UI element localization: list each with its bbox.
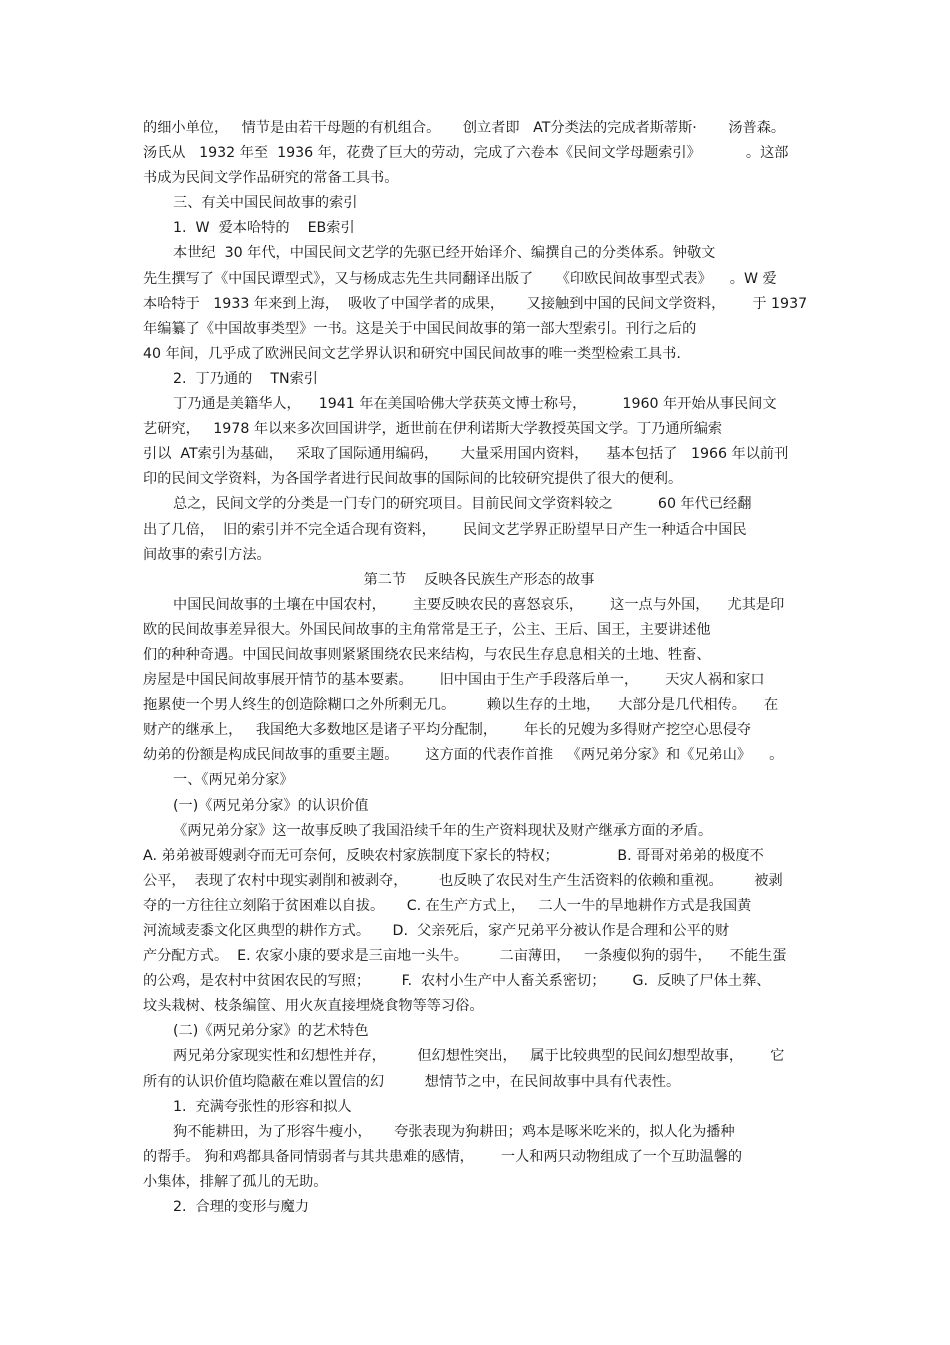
- text-line: 拖累使一个男人终生的创造除糊口之外所剩无几。 赖以生存的土地， 大部分是几代相传。 在: [143, 697, 779, 714]
- body-text: [143, 116, 815, 1220]
- text-line: 本哈特于 1933 年来到上海， 吸收了中国学者的成果， 又接触到中国的民间文学资料， 于 1937: [143, 295, 808, 312]
- text-line: 《两兄弟分家》这一故事反映了我国沿续千年的生产资料现状及财产继承方面的矛盾。: [173, 822, 713, 839]
- text-line: 汤氏从 1932 年至 1936 年，花费了巨大的劳动，完成了六卷本《民间文学母题索引》 。这部: [143, 145, 789, 162]
- text-line: 一、《两兄弟分家》: [173, 772, 294, 789]
- text-line: 们的种种奇遇。中国民间故事则紧紧围绕农民来结构，与农民生存息息相关的土地、牲畜、: [143, 646, 711, 663]
- text-line: 的帮手。 狗和鸡都具备同情弱者与其共患难的感情， 一人和两只动物组成了一个互助温馨的: [143, 1148, 743, 1165]
- text-line: 三、有关中国民间故事的索引: [173, 195, 358, 212]
- text-line: 两兄弟分家现实性和幻想性并存， 但幻想性突出， 属于比较典型的民间幻想型故事， 它: [173, 1048, 785, 1065]
- text-line: 1. W 爱本哈特的 EB索引: [173, 220, 355, 237]
- text-line: 书成为民间文学作品研究的常备工具书。: [143, 170, 399, 187]
- text-line: 艺研究， 1978 年以来多次回国讲学，逝世前在伊利诺斯大学教授英国文学。丁乃通所编索: [143, 421, 723, 438]
- text-line: 本世纪 30 年代，中国民间文艺学的先驱已经开始译介、编撰自己的分类体系。钟敬文: [173, 245, 716, 262]
- text-line: 所有的认识价值均隐蔽在难以置信的幻 想情节之中，在民间故事中具有代表性。: [143, 1073, 681, 1090]
- text-line: 公平， 表现了农村中现实剥削和被剥夺， 也反映了农民对生产生活资料的依赖和重视。 被剥: [143, 872, 783, 889]
- section-heading: 第二节 反映各民族生产形态的故事: [363, 571, 595, 588]
- text-line: 狗不能耕田，为了形容牛瘦小， 夸张表现为狗耕田；鸡本是啄米吃米的，拟人化为播种: [173, 1123, 735, 1140]
- text-line: 出了几倍， 旧的索引并不完全适合现有资料， 民间文艺学界正盼望早日产生一种适合中国民: [143, 521, 747, 538]
- text-line: 2. 合理的变形与魔力: [173, 1199, 310, 1216]
- text-line: 间故事的索引方法。: [143, 546, 271, 563]
- text-line: 引以 AT索引为基础， 采取了国际通用编码， 大量采用国内资料， 基本包括了 1966 年以前刊: [143, 446, 789, 463]
- text-line: 中国民间故事的土壤在中国农村， 主要反映农民的喜怒哀乐， 这一点与外国， 尤其是印: [173, 596, 785, 613]
- text-line: 的公鸡，是农村中贫困农民的写照； F. 农村小生产中人畜关系密切； G. 反映了尸体土葬、: [143, 973, 771, 990]
- text-line: 产分配方式。 E. 农家小康的要求是三亩地一头牛。 二亩薄田， 一条瘦似狗的弱牛， 不能生蛋: [143, 948, 787, 965]
- text-line: 坟头栽树、枝条编筐、用火灰直接埋烧食物等等习俗。: [143, 998, 484, 1015]
- text-line: 财产的继承上， 我国绝大多数地区是诸子平均分配制， 年长的兄嫂为多得财产挖空心思侵夺: [143, 722, 752, 739]
- text-line: 年编纂了《中国故事类型》一书。这是关于中国民间故事的第一部大型索引。刊行之后的: [143, 320, 697, 337]
- text-line: 2. 丁乃通的 TN索引: [173, 370, 318, 387]
- text-line: 的细小单位， 情节是由若干母题的有机组合。 创立者即 AT分类法的完成者斯蒂斯· 汤普森。: [143, 120, 786, 136]
- text-line: 欧的民间故事差异很大。外国民间故事的主角常常是王子，公主、王后、国王，主要讲述他: [143, 621, 711, 638]
- text-line: 总之，民间文学的分类是一门专门的研究项目。目前民间文学资料较之 60 年代已经翻: [173, 496, 752, 513]
- text-line: 印的民间文学资料，为各国学者进行民间故事的国际间的比较研究提供了很大的便利。: [143, 471, 683, 488]
- text-line: 河流域麦黍文化区典型的耕作方式。 D. 父亲死后，家产兄弟平分被认作是合理和公平的财: [143, 923, 730, 939]
- text-line: 幼弟的份额是构成民间故事的重要主题。 这方面的代表作首推 《两兄弟分家》和《兄弟山》 。: [143, 747, 784, 764]
- text-line: 丁乃通是美籍华人， 1941 年在美国哈佛大学获英文博士称号， 1960 年开始从事民间文: [173, 396, 777, 413]
- text-line: 夺的一方往往立刻陷于贫困难以自拔。 C. 在生产方式上， 二人一牛的旱地耕作方式是我国黄: [143, 897, 752, 914]
- text-line: 房屋是中国民间故事展开情节的基本要素。 旧中国由于生产手段落后单一， 天灾人祸和家口: [143, 672, 765, 689]
- text-line: 先生撰写了《中国民谭型式》，又与杨成志先生共同翻译出版了 《印欧民间故事型式表》 。W 爱: [143, 270, 777, 287]
- text-line: 小集体，排解了孤儿的无助。: [143, 1173, 328, 1190]
- text-line: 1. 充满夸张性的形容和拟人: [173, 1098, 352, 1115]
- text-line: 40 年间，几乎成了欧洲民间文艺学界认识和研究中国民间故事的唯一类型检索工具书.: [143, 345, 681, 362]
- text-line: (一)《两兄弟分家》的认识价值: [173, 797, 369, 814]
- text-line: A. 弟弟被哥嫂剥夺而无可奈何，反映农村家族制度下家长的特权； B. 哥哥对弟弟的极度不: [143, 847, 764, 864]
- text-line: (二)《两兄弟分家》的艺术特色: [173, 1023, 369, 1040]
